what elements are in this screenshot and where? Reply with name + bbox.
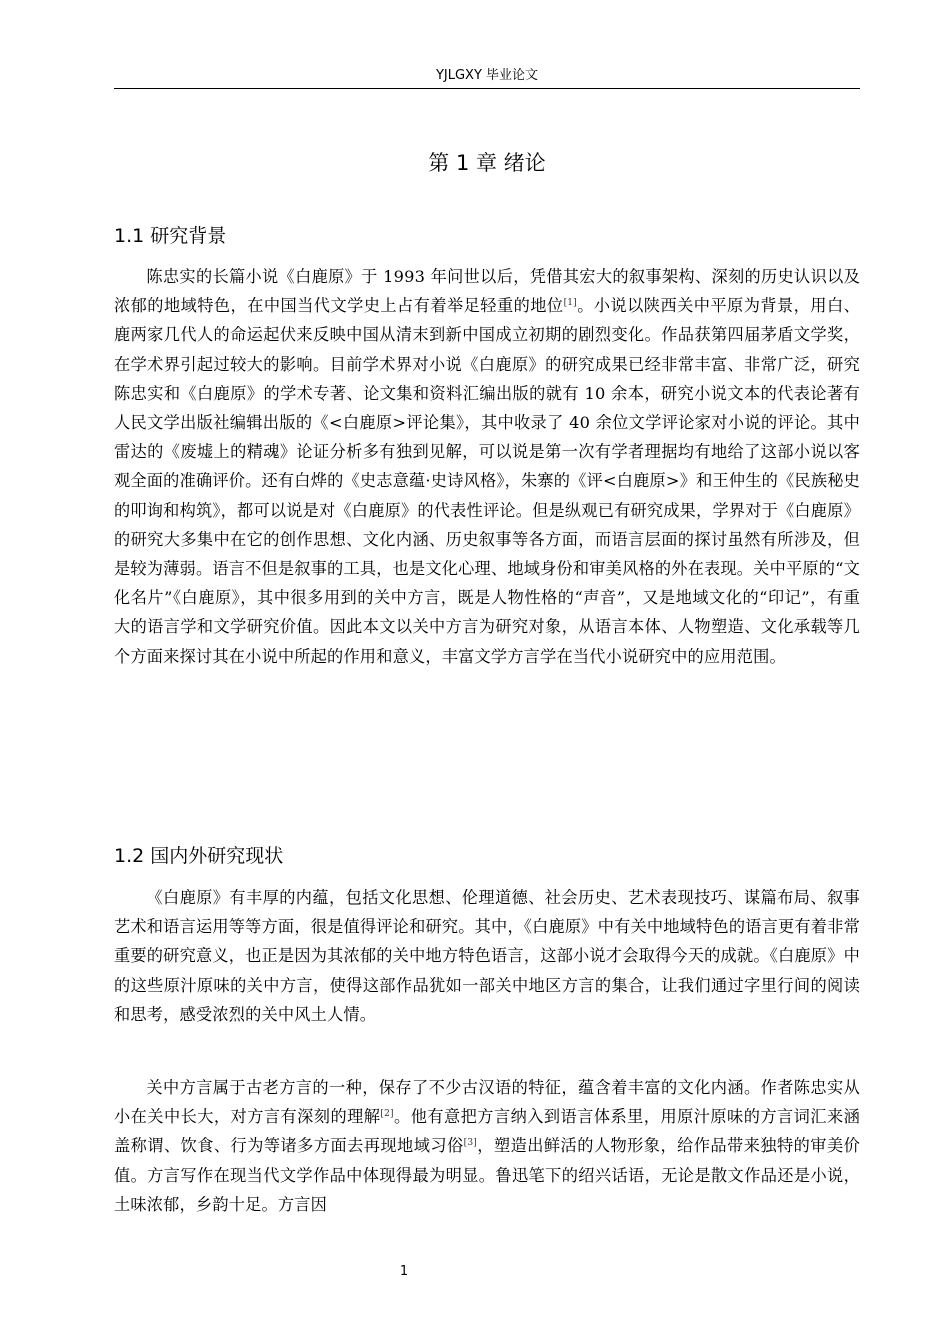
header-rule — [114, 88, 860, 89]
citation-ref: [3] — [463, 1138, 478, 1149]
chapter-title: 第 1 章 绪论 — [428, 151, 546, 175]
paragraph-text: ，塑造出鲜活的人物形象，给作品带来独特的审美价值。方言写作在现当代文学作品中体现得最为明显。鲁迅笔下的绍兴话语，无论是散文作品还是小说，土味浓郁，乡韵十足。方言因 — [114, 1136, 860, 1214]
paragraph-text: 《白鹿原》有丰厚的内蕴，包括文化思想、伦理道德、社会历史、艺术表现技巧、谋篇布局、叙事艺术和语言运用等等方面，很是值得评论和研究。其中，《白鹿原》中有关中地域特色的语言更有着非常重要的研究意义，也正是因为其浓郁的关中地方特色语言，这部小说才会取得今天的成就。《白鹿原》中的这些原汁原味的关中方言，使得这部作品犹如一部关中地区方言的集合，让我们通过字里行间的阅读和思考，感受浓烈的关中风土人情。 — [114, 888, 860, 1024]
paragraph — [114, 1073, 860, 1219]
citation-ref: [2] — [380, 1109, 394, 1120]
paragraph — [114, 262, 860, 671]
section-heading-1-2: 1.2 国内外研究现状 — [114, 845, 284, 867]
citation-ref: [1] — [563, 298, 577, 309]
running-header: YJLGXY 毕业论文 — [435, 68, 539, 83]
paragraph-text: 关中方言属于古老方言的一种，保存了不少古汉语的特征，蕴含着丰富的文化内涵。作者陈忠实从小在关中长大，对方言有深刻的理解 — [114, 1078, 860, 1127]
paragraph-text: 。小说以陕西关中平原为背景，用白、鹿两家几代人的命运起伏来反映中国从清末到新中国成立初期的剧烈变化。作品获第四届茅盾文学奖，在学术界引起过较大的影响。目前学术界对小说《白鹿原》的研究成果已经非常丰富、非常广泛，研究陈忠实和《白鹿原》的学术专著、论文集和资料汇编出版的就有 10 余本，研究小说文本的代表论著有人民文学出版社编辑出版的《<白鹿原>评论集》，其中收录了 40 余位文学评论家对小说的评论。其中雷达的《废墟上的精魂》论证分析多有独到见解，可以说是第一次有学者理据均有地给了这部小说以客观全面的准确评价。还有白烨的《史志意蕴·史诗风格》，朱寨的《评<白鹿原>》和王仲生的《民族秘史的叩询和构筑》，都可以说是对《白鹿原》的代表性评论。但是纵观已有研究成果，学界对于《白鹿原》的研究大多集中在它的创作思想、文化内涵、历史叙事等各方面，而语言层面的探讨虽然有所涉及，但是较为薄弱。语言不但是叙事的工具，也是文化心理、地域身份和审美风格的外在表现。关中平原的“文化名片”《白鹿原》，其中很多用到的关中方言，既是人物性格的“声音”，又是地域文化的“印记”，有重大的语言学和文学研究价值。因此本文以关中方言为研究对象，从语言本体、人物塑造、文化承载等几个方面来探讨其在小说中所起的作用和意义，丰富文学方言学在当代小说研究中的应用范围。 — [114, 296, 860, 666]
paragraph-text: 。他有意把方言纳入到语言体系里，用原汁原味的方言词汇来涵盖称谓、饮食、行为等诸多方面去再现地域习俗 — [114, 1107, 860, 1156]
page-number: 1 — [399, 1264, 409, 1279]
paragraph — [114, 883, 860, 1029]
paragraph-text: 陈忠实的长篇小说《白鹿原》于 1993 年问世以后，凭借其宏大的叙事架构、深刻的历史认识以及浓郁的地域特色，在中国当代文学史上占有着举足轻重的地位 — [114, 267, 860, 316]
section-heading-1-1: 1.1 研究背景 — [114, 225, 227, 247]
